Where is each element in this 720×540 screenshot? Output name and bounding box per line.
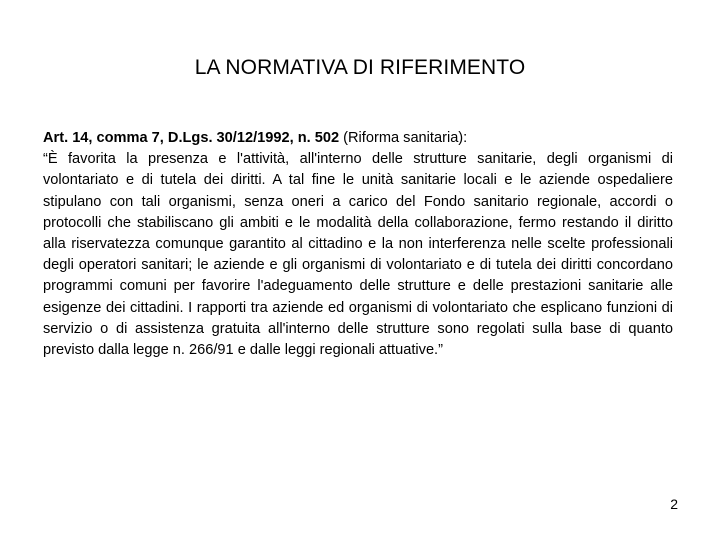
citation-reference: Art. 14, comma 7, D.Lgs. 30/12/1992, n. 502 bbox=[43, 130, 340, 146]
slide-title: LA NORMATIVA DI RIFERIMENTO bbox=[194, 56, 526, 79]
quoted-law-text: “È favorita la presenza e l'attività, all'interno delle strutture sanitarie, degli organismi di volontariato e di tutela dei diritti. A tal fine le unità sanitarie locali e le aziende ospedaliere stipulano con tali organismi, senza oneri a carico del Fondo sanitario regionale, accordi o protocolli che stabiliscano gli ambiti e le modalità della collaborazione, fermo restando il diritto alla riservatezza comunque garantito al cittadino e la non interferenza nelle scelte professionali degli operatori sanitari; le aziende e gli organismi di volontariato e di tutela dei diritti concordano programmi comuni per favorire l'adeguamento delle strutture e delle prestazioni sanitarie alle esigenze dei cittadini. I rapporti tra aziende ed organismi di volontariato che esplicano funzioni di servizio o di assistenza gratuita all'interno delle strutture sono regolati sulla base di quanto previsto dalla legge n. 266/91 e dalle leggi regionali attuative.” bbox=[43, 151, 673, 359]
legal-citation bbox=[43, 128, 673, 149]
slide-body bbox=[43, 128, 673, 361]
citation-note: (Riforma sanitaria): bbox=[339, 130, 468, 146]
page-number: 2 bbox=[670, 496, 678, 512]
